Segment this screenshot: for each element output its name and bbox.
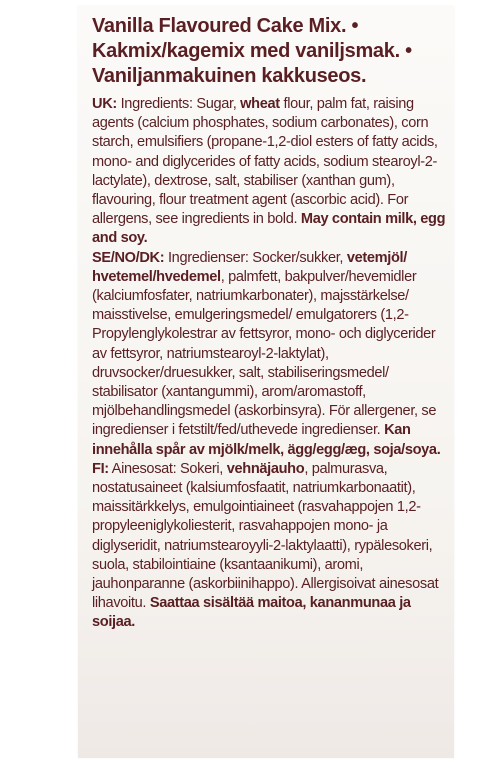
ingredient-sections	[92, 95, 448, 633]
language-code: FI:	[92, 460, 109, 477]
ingredient-text: Ainesosat: Sokeri,	[108, 460, 227, 477]
title-line: Kakmix/kagemix med vaniljsmak. •	[92, 40, 412, 62]
product-title	[92, 14, 448, 89]
ingredient-text: , palmurasva, nostatusaineet (kalsiumfosfaatit, natriumkarbonaatit), maissitärkkelys, emulgointiaineet (rasvahappojen 1,2-propyleeniglykoliesterit, rasvahappojen mono- ja diglyseridit, natriumstearoyyli-2-laktylaatti), rypälesokeri, suola, stabilointiaine (ksantaanikumi), aromi, jauhonparanne (askorbiinihappo). Allergisoivat ainesosat lihavoitu.	[92, 460, 439, 612]
ingredient-text: flour, palm fat, raising agents (calcium phosphates, sodium carbonates), corn starch, emulsifiers (propane-1,2-diol esters of fatty acids, mono- and diglycerides of fatty acids, sodium stearoyl-2-lactylate), dextrose, salt, stabiliser (xanthan gum), flavouring, flour treatment agent (ascorbic acid). For allergens, see ingredients in bold.	[92, 96, 438, 228]
ingredient-section	[92, 95, 448, 249]
label-content	[92, 14, 448, 633]
label-panel	[78, 6, 454, 758]
ingredient-text: , palmfett, bakpulver/hevemidler (kalciumfosfater, natriumkarbonater), majsstärkelse/ maisstivelse, emulgeringsmedel/ emulgatorers (1,2-Propylenglykolestrar av fettsyror, mono- och diglycerider av fettsyror, natriumstearoyl-2-laktylat), druvsocker/druesukker, salt, stabiliseringsmedel/ stabilisator (xantangummi), arom/aromastoff, mjölbehandlingsmedel (askorbinsyra). För allergener, se ingredienser i fetstilt/fed/uthevede ingredienser.	[92, 268, 437, 439]
ingredient-text: Ingredients: Sugar,	[116, 96, 241, 112]
bold-allergen-text: wheat	[240, 96, 280, 112]
language-code: SE/NO/DK:	[92, 249, 165, 266]
bold-allergen-text: Kan innehålla spår av mjölk/melk, ägg/egg/æg, soja/soya.	[92, 422, 441, 458]
ingredient-text: Ingredienser: Socker/sukker,	[164, 249, 347, 266]
language-code: UK:	[92, 96, 117, 112]
ingredient-section	[92, 460, 448, 633]
bold-allergen-text: vehnäjauho	[226, 460, 305, 477]
title-line: Vaniljanmakuinen kakkuseos.	[92, 65, 367, 87]
bold-allergen-text: May contain milk, egg and soy.	[92, 211, 446, 247]
bold-allergen-text: vetemjöl/ hvetemel/hvedemel	[92, 249, 407, 285]
ingredient-section	[92, 249, 448, 460]
title-line: Vanilla Flavoured Cake Mix. •	[92, 15, 359, 37]
bold-allergen-text: Saattaa sisältää maitoa, kananmunaa ja soijaa.	[92, 595, 411, 631]
